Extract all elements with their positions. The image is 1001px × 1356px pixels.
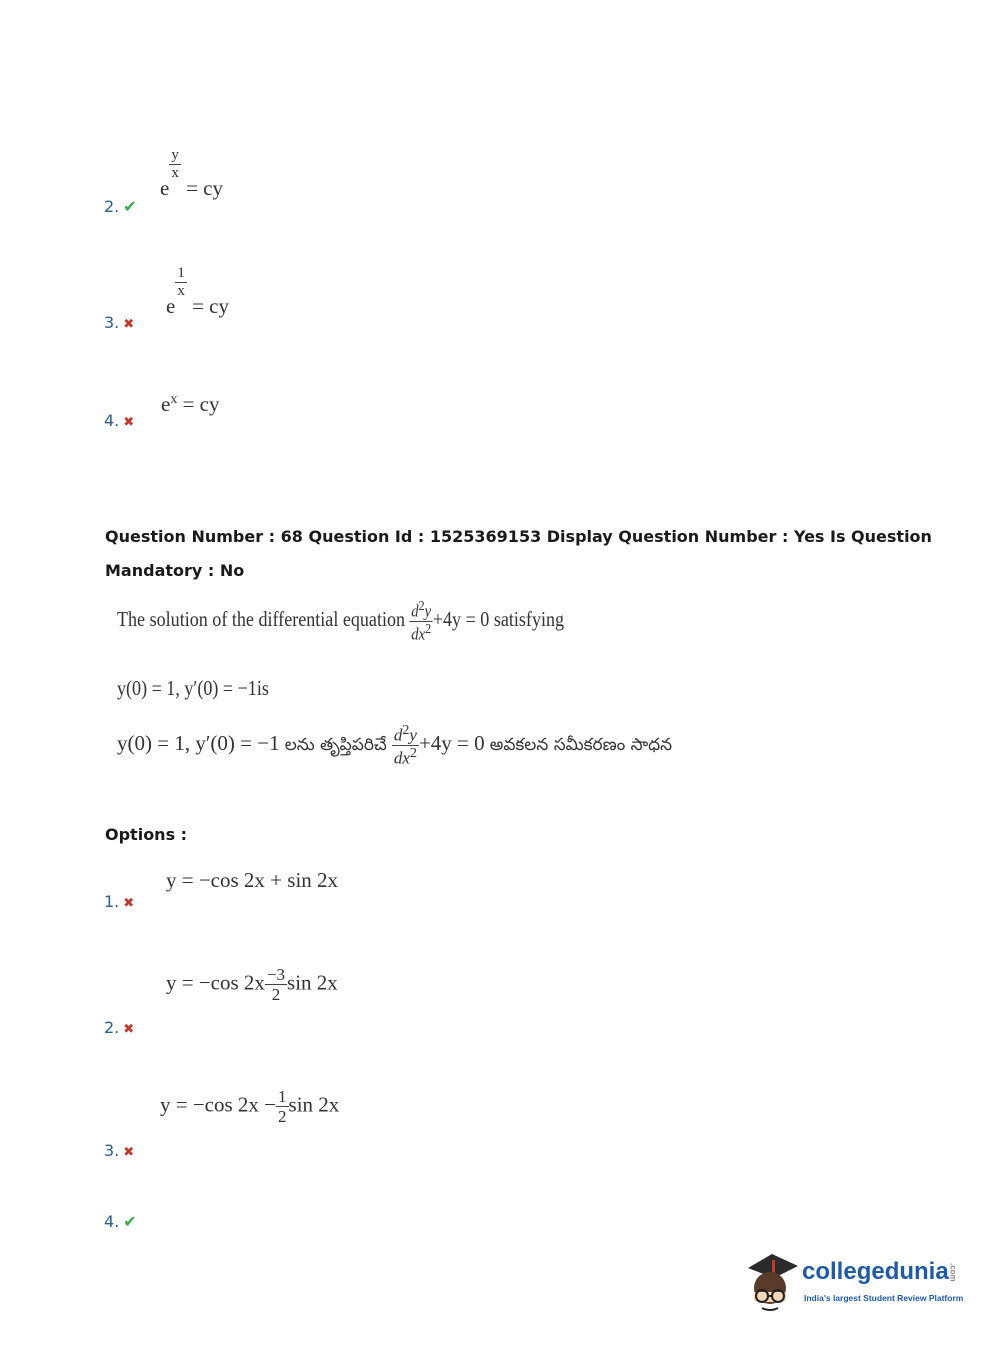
- cross-icon: ✖: [123, 1145, 135, 1160]
- formula-lhs: y = −cos 2x −: [160, 1092, 277, 1117]
- formula-rhs: = cy: [182, 392, 220, 416]
- option-number: 4.: [104, 1212, 120, 1231]
- equation-rest: +4y = 0: [432, 606, 490, 631]
- option-number: 1.: [104, 892, 120, 911]
- option-number: 2.: [104, 1018, 120, 1037]
- prev-option-3: [104, 313, 134, 332]
- question-text-te: [117, 724, 672, 766]
- option-number: 3.: [104, 313, 120, 332]
- formula-rhs: = cy: [192, 294, 229, 318]
- question-meta-line2: Mandatory : No: [105, 561, 245, 580]
- option-number: 3.: [104, 1141, 120, 1160]
- cross-icon: ✖: [123, 896, 135, 911]
- option-3-formula: [160, 1088, 339, 1125]
- prev-option-3-formula: [166, 266, 229, 319]
- formula-exponent: $\frac{y}{x}$: [171, 147, 179, 181]
- option-1: [104, 892, 134, 911]
- formula-lhs: y = −cos 2x: [166, 970, 265, 995]
- derivative-fraction: $\frac{d^2y}{dx^2}$: [411, 599, 432, 644]
- prev-option-2-formula: [160, 148, 223, 201]
- formula-exponent: $\frac{1}{x}$: [177, 265, 185, 299]
- formula-tail: sin 2x: [287, 970, 338, 995]
- formula-fraction: $\frac{1}{2}$: [278, 1087, 287, 1126]
- telugu-text-tail: అవకలన సమీకరణం సాధన: [489, 734, 673, 755]
- question-text-tail: satisfying: [493, 606, 565, 631]
- option-2: [104, 1018, 134, 1037]
- option-3: [104, 1141, 134, 1160]
- check-icon: ✔: [123, 197, 137, 216]
- option-2-formula: [166, 966, 338, 1003]
- mascot-icon: [742, 1250, 800, 1314]
- formula-base: e: [160, 176, 170, 200]
- brand-tagline: India's largest Student Review Platform: [804, 1293, 964, 1303]
- options-label: Options :: [105, 825, 188, 844]
- prev-option-2: [104, 197, 137, 216]
- question-conditions-en: [117, 676, 269, 701]
- cross-icon: ✖: [123, 317, 135, 332]
- option-1-formula: y = −cos 2x + sin 2x: [166, 868, 339, 892]
- prev-option-4-formula: [161, 392, 220, 417]
- check-icon: ✔: [123, 1212, 137, 1231]
- option-4: [104, 1212, 137, 1231]
- option-number: 4.: [104, 411, 120, 430]
- option-number: 2.: [104, 197, 120, 216]
- formula-base: e: [161, 392, 171, 416]
- question-meta-line1: Question Number : 68 Question Id : 1525369153 Display Question Number : Yes Is Question: [105, 527, 932, 546]
- cross-icon: ✖: [123, 1022, 135, 1037]
- brand-suffix: .com: [948, 1263, 958, 1282]
- question-text-is: is: [256, 676, 269, 700]
- initial-conditions: y(0) = 1, y′(0) = −1: [117, 676, 257, 700]
- formula-base: e: [166, 294, 176, 318]
- derivative-fraction-te: $\frac{d^2y}{dx^2}$ +4y = 0: [393, 723, 485, 768]
- initial-conditions-te: y(0) = 1, y′(0) = −1: [117, 730, 280, 755]
- formula-tail: sin 2x: [288, 1092, 340, 1117]
- question-text-lead: The solution of the differential equation: [117, 606, 406, 631]
- question-text-en: [117, 600, 564, 642]
- cross-icon: ✖: [123, 415, 135, 430]
- formula-fraction: $\frac{-3}{2}$: [266, 965, 286, 1004]
- prev-option-4: [104, 411, 134, 430]
- formula-exponent: x: [170, 392, 178, 407]
- telugu-text-lead: లను తృప్తిపరిచే: [284, 734, 387, 755]
- brand-name: collegedunia: [802, 1258, 949, 1285]
- collegedunia-logo[interactable]: [742, 1250, 972, 1314]
- formula-rhs: = cy: [186, 176, 223, 200]
